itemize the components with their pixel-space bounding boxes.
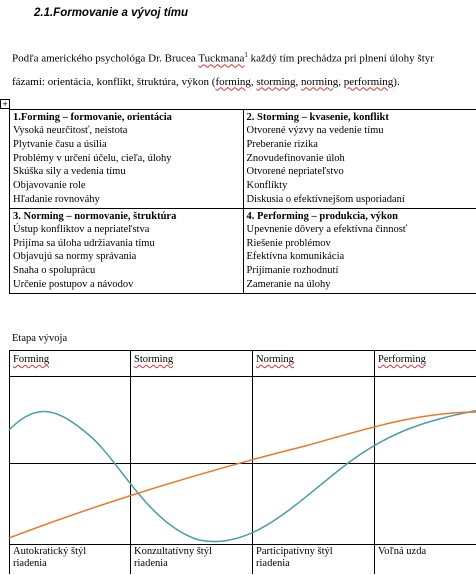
intro-text: fázami: orientácia, konflikt, štruktúra, výkon ( (12, 75, 216, 88)
phase-item: Snaha o spoluprácu (13, 265, 96, 277)
phase-cell (10, 110, 244, 209)
phase-cell (243, 208, 476, 293)
stage-label: Etapa vývoja (12, 333, 68, 344)
intro-text: ). (393, 75, 400, 88)
phase-cell (243, 110, 476, 209)
phase-item: Objavovanie role (13, 180, 86, 192)
term-performing: performing (343, 75, 394, 88)
term-norming: norming (301, 75, 339, 88)
style-label (378, 546, 426, 558)
author-surname: Tuckmana (198, 52, 245, 65)
phase-item: Efektívna komunikácia (246, 251, 345, 263)
phase-item: Určenie postupov a návodov (13, 278, 134, 290)
phase-item: Riešenie problémov (246, 237, 331, 249)
phase-item: Otvorené nepriateľstvo (246, 166, 344, 178)
term-storming: storming (256, 75, 296, 88)
phase-item: Hľadanie rovnováhy (13, 193, 100, 205)
phase-title: 4. Performing – produkcia, výkon (246, 210, 398, 222)
phase-item: Znovudefinovanie úloh (246, 152, 345, 164)
style-line: riadenia (256, 558, 290, 569)
column-forming: Forming (13, 354, 50, 365)
style-line: Konzultatívny štýl (134, 546, 212, 557)
phases-table (9, 109, 476, 294)
style-line: Autokratický štýl (13, 546, 87, 557)
footnote-marker[interactable]: 1 (244, 51, 248, 59)
style-line: riadenia (13, 558, 47, 569)
phase-item: Diskusia o efektívnejšom usporiadaní (246, 193, 405, 205)
orange-curve (9, 412, 476, 538)
column-norming: Norming (256, 354, 294, 365)
phase-item: Prijíma sa úloha udržiavania tímu (13, 237, 155, 249)
phase-item: Preberanie rizika (246, 138, 318, 150)
phase-item: Problémy v určení účelu, cieľa, úlohy (13, 152, 172, 164)
style-line: Voľná uzda (378, 546, 427, 557)
phase-title: 3. Norming – normovanie, štruktúra (13, 210, 177, 222)
curves-graphic (9, 350, 476, 574)
intro-text: Podľa amerického psychológa Dr. (12, 52, 165, 65)
phase-title: 2. Storming – kvasenie, konflikt (246, 112, 389, 123)
phase-cell (10, 208, 244, 293)
phase-item: Zameranie na úlohy (246, 278, 331, 290)
phase-item: Otvorené výzvy na vedenie tímu (246, 125, 384, 136)
column-performing: Performing (378, 354, 426, 365)
column-storming: Storming (134, 354, 174, 365)
style-label (134, 546, 212, 570)
section-heading: 2.1.Formovanie a vývoj tímu (34, 7, 189, 19)
style-line: Participatívny štýl (256, 546, 333, 557)
stage-diagram (9, 350, 476, 574)
phase-item: Plytvanie času a úsilia (13, 138, 107, 150)
phase-item: Prijímanie rozhodnutí (246, 265, 339, 277)
style-label (13, 546, 86, 570)
phase-item: Objavujú sa normy správania (13, 251, 137, 263)
phase-item: Vysoká neurčitosť, neistota (13, 125, 128, 136)
style-line: riadenia (134, 558, 168, 569)
phase-item: Upevnenie dôvery a efektívna činnosť (246, 223, 408, 235)
intro-paragraph: Podľa amerického psychológa Dr. Brucea Tuckmana$^1$ každý tím prechádza pri plnení úlohy štyr fázami: orientácia, konflikt, štruktúra, výkon (forming, storming, norming, performing). (12, 51, 434, 88)
phase-item: Ústup konfliktov a nepriateľstva (13, 223, 150, 235)
style-label (256, 546, 333, 570)
intro-text: každý tím prechádza pri plnení úlohy štyr (247, 52, 434, 65)
teal-curve (9, 410, 476, 542)
author-first-name: Brucea (164, 52, 196, 65)
term-forming: forming (215, 75, 251, 88)
phase-item: Skúška sily a vedenia tímu (13, 166, 126, 178)
move-anchor-icon[interactable]: + (0, 99, 10, 109)
phase-title: 1.Forming – formovanie, orientácia (13, 112, 172, 123)
phase-item: Konflikty (246, 180, 288, 192)
